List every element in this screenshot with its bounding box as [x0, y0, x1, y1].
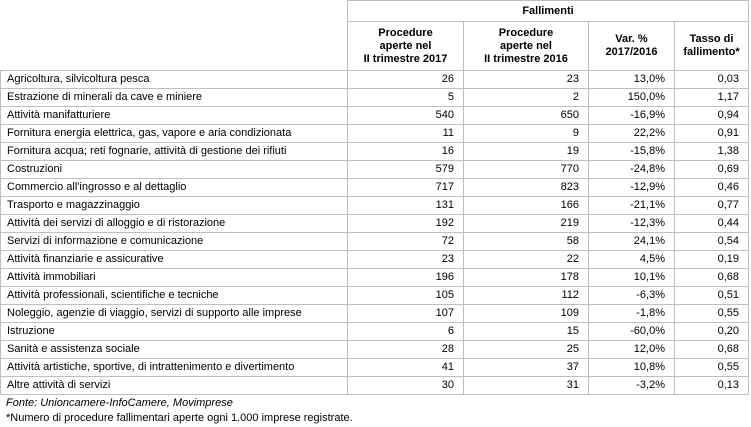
row-label: Agricoltura, silvicoltura pesca [1, 71, 348, 89]
cell-procedure-2017: 28 [348, 341, 464, 359]
table-row [1, 287, 749, 305]
cell-procedure-2017: 41 [348, 359, 464, 377]
table-row [1, 197, 749, 215]
cell-procedure-2016: 25 [464, 341, 589, 359]
cell-tasso-fallimento: 1,38 [675, 143, 749, 161]
cell-tasso-fallimento: 0,19 [675, 251, 749, 269]
table-row [1, 179, 749, 197]
cell-procedure-2016: 770 [464, 161, 589, 179]
table-row [1, 251, 749, 269]
cell-procedure-2017: 105 [348, 287, 464, 305]
cell-tasso-fallimento: 0,94 [675, 107, 749, 125]
cell-procedure-2017: 16 [348, 143, 464, 161]
cell-procedure-2017: 717 [348, 179, 464, 197]
cell-procedure-2017: 6 [348, 323, 464, 341]
row-label: Costruzioni [1, 161, 348, 179]
cell-tasso-fallimento: 0,54 [675, 233, 749, 251]
cell-procedure-2017: 5 [348, 89, 464, 107]
cell-procedure-2016: 823 [464, 179, 589, 197]
table-row [1, 377, 749, 395]
cell-var-percent: -3,2% [589, 377, 675, 395]
header-col-line: 2017/2016 [605, 46, 658, 58]
header-col-procedure-2017 [348, 22, 464, 71]
cell-procedure-2016: 22 [464, 251, 589, 269]
cell-procedure-2016: 219 [464, 215, 589, 233]
cell-var-percent: 24,1% [589, 233, 675, 251]
cell-var-percent: -16,9% [589, 107, 675, 125]
header-col-line: II trimestre 2017 [363, 52, 448, 65]
cell-tasso-fallimento: 0,69 [675, 161, 749, 179]
row-label: Attività manifatturiere [1, 107, 348, 125]
table-row [1, 161, 749, 179]
cell-tasso-fallimento: 1,17 [675, 89, 749, 107]
cell-tasso-fallimento: 0,13 [675, 377, 749, 395]
header-col-procedure-2016 [464, 22, 589, 71]
cell-procedure-2017: 579 [348, 161, 464, 179]
cell-var-percent: -24,8% [589, 161, 675, 179]
cell-procedure-2017: 30 [348, 377, 464, 395]
row-label: Fornitura acqua; reti fognarie, attività di gestione dei rifiuti [1, 143, 348, 161]
table-row [1, 269, 749, 287]
cell-procedure-2017: 107 [348, 305, 464, 323]
cell-procedure-2017: 26 [348, 71, 464, 89]
cell-tasso-fallimento: 0,77 [675, 197, 749, 215]
header-col-line: Tasso di [689, 33, 734, 45]
cell-tasso-fallimento: 0,51 [675, 287, 749, 305]
header-col-line: Var. % [615, 33, 648, 45]
cell-procedure-2016: 112 [464, 287, 589, 305]
cell-procedure-2017: 131 [348, 197, 464, 215]
cell-procedure-2016: 166 [464, 197, 589, 215]
table-row [1, 143, 749, 161]
cell-var-percent: 13,0% [589, 71, 675, 89]
cell-var-percent: -12,9% [589, 179, 675, 197]
table-row [1, 323, 749, 341]
cell-tasso-fallimento: 0,55 [675, 305, 749, 323]
cell-procedure-2016: 650 [464, 107, 589, 125]
table-row [1, 341, 749, 359]
table-row [1, 71, 749, 89]
header-col-line: II trimestre 2016 [484, 52, 568, 65]
row-label: Attività dei servizi di alloggio e di ristorazione [1, 215, 348, 233]
cell-var-percent: -21,1% [589, 197, 675, 215]
cell-procedure-2017: 192 [348, 215, 464, 233]
header-col-tasso [675, 22, 749, 71]
row-label: Fornitura energia elettrica, gas, vapore e aria condizionata [1, 125, 348, 143]
cell-var-percent: 150,0% [589, 89, 675, 107]
cell-procedure-2016: 2 [464, 89, 589, 107]
source-note: Fonte: Unioncamere-InfoCamere, Movimprese [6, 397, 233, 409]
row-label: Servizi di informazione e comunicazione [1, 233, 348, 251]
cell-var-percent: -6,3% [589, 287, 675, 305]
cell-tasso-fallimento: 0,55 [675, 359, 749, 377]
cell-var-percent: 4,5% [589, 251, 675, 269]
cell-procedure-2016: 15 [464, 323, 589, 341]
cell-var-percent: -15,8% [589, 143, 675, 161]
cell-var-percent: 12,0% [589, 341, 675, 359]
cell-tasso-fallimento: 0,46 [675, 179, 749, 197]
notes [6, 396, 353, 426]
cell-procedure-2016: 19 [464, 143, 589, 161]
cell-procedure-2017: 11 [348, 125, 464, 143]
cell-tasso-fallimento: 0,03 [675, 71, 749, 89]
cell-procedure-2017: 540 [348, 107, 464, 125]
table-row [1, 233, 749, 251]
header-group-row [1, 1, 749, 22]
header-blank-cell [1, 1, 348, 71]
cell-var-percent: 22,2% [589, 125, 675, 143]
cell-tasso-fallimento: 0,68 [675, 341, 749, 359]
header-col-line: aperte nel [500, 39, 552, 52]
cell-procedure-2016: 23 [464, 71, 589, 89]
header-group-fallimenti: Fallimenti [348, 1, 749, 22]
cell-var-percent: 10,1% [589, 269, 675, 287]
row-label: Altre attività di servizi [1, 377, 348, 395]
header-col-var [589, 22, 675, 71]
header-col-line: Procedure [498, 26, 554, 39]
cell-procedure-2016: 37 [464, 359, 589, 377]
row-label: Trasporto e magazzinaggio [1, 197, 348, 215]
table-row [1, 215, 749, 233]
table-row [1, 359, 749, 377]
cell-tasso-fallimento: 0,68 [675, 269, 749, 287]
table-row [1, 125, 749, 143]
row-label: Istruzione [1, 323, 348, 341]
cell-procedure-2016: 178 [464, 269, 589, 287]
row-label: Noleggio, agenzie di viaggio, servizi di supporto alle imprese [1, 305, 348, 323]
cell-procedure-2016: 109 [464, 305, 589, 323]
row-label: Estrazione di minerali da cave e miniere [1, 89, 348, 107]
table-body [1, 71, 749, 395]
row-label: Attività artistiche, sportive, di intrattenimento e divertimento [1, 359, 348, 377]
cell-procedure-2016: 58 [464, 233, 589, 251]
row-label: Attività professionali, scientifiche e tecniche [1, 287, 348, 305]
cell-var-percent: -1,8% [589, 305, 675, 323]
footnote: *Numero di procedure fallimentari aperte ogni 1.000 imprese registrate. [6, 412, 353, 424]
header-col-line: fallimento* [683, 46, 740, 58]
header-col-line: aperte nel [379, 39, 432, 52]
cell-tasso-fallimento: 0,44 [675, 215, 749, 233]
row-label: Commercio all'ingrosso e al dettaglio [1, 179, 348, 197]
cell-var-percent: -60,0% [589, 323, 675, 341]
row-label: Attività immobiliari [1, 269, 348, 287]
cell-procedure-2017: 72 [348, 233, 464, 251]
cell-tasso-fallimento: 0,20 [675, 323, 749, 341]
table-row [1, 305, 749, 323]
row-label: Sanità e assistenza sociale [1, 341, 348, 359]
table-row [1, 89, 749, 107]
cell-procedure-2016: 31 [464, 377, 589, 395]
cell-procedure-2016: 9 [464, 125, 589, 143]
header-col-line: Procedure [378, 26, 433, 39]
table-row [1, 107, 749, 125]
cell-var-percent: -12,3% [589, 215, 675, 233]
cell-var-percent: 10,8% [589, 359, 675, 377]
cell-procedure-2017: 196 [348, 269, 464, 287]
cell-tasso-fallimento: 0,91 [675, 125, 749, 143]
cell-procedure-2017: 23 [348, 251, 464, 269]
row-label: Attività finanziarie e assicurative [1, 251, 348, 269]
